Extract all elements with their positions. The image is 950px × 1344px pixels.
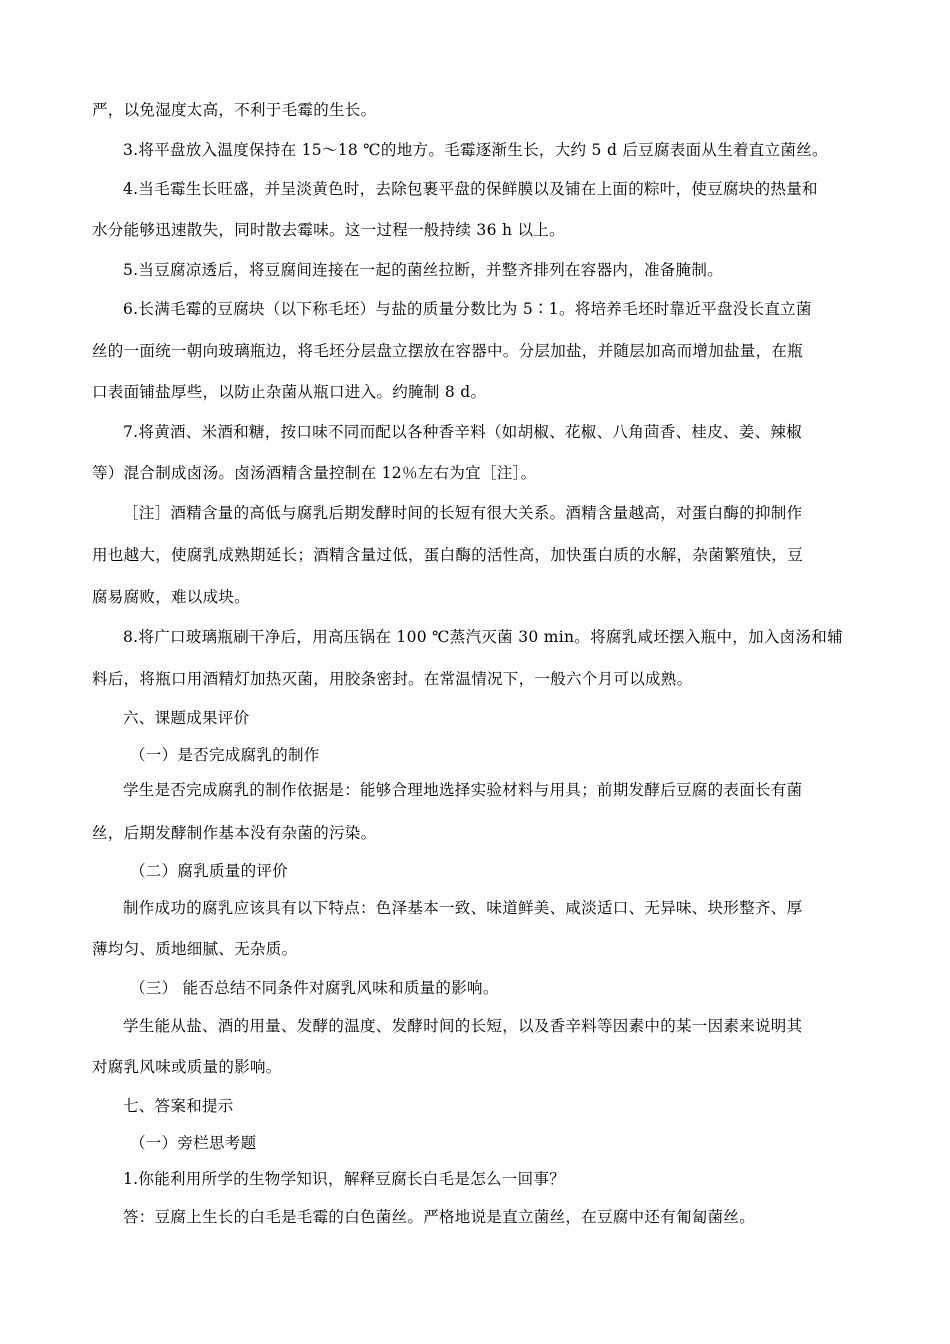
text-line: 7.将黄酒、米酒和糖，按口味不同而配以各种香辛料（如胡椒、花椒、八角茴香、桂皮、姜、辣椒 (123, 423, 802, 441)
text-line: 学生能从盐、酒的用量、发酵的温度、发酵时间的长短，以及香辛料等因素中的某一因素来说明其 (123, 1017, 803, 1035)
text-line: 4.当毛霉生长旺盛，并呈淡黄色时，去除包裹平盘的保鲜膜以及铺在上面的粽叶，使豆腐块的热量和 (123, 180, 818, 198)
text-line: 1.你能利用所学的生物学知识，解释豆腐长白毛是怎么一回事？ (123, 1170, 565, 1188)
text-line: 水分能够迅速散失，同时散去霉味。这一过程一般持续 36 h 以上。 (92, 221, 565, 239)
text-line: 制作成功的腐乳应该具有以下特点：色泽基本一致、味道鲜美、咸淡适口、无异味、块形整齐、厚 (123, 899, 803, 917)
text-line: 料后，将瓶口用酒精灯加热灭菌，用胶条密封。在常温情况下，一般六个月可以成熟。 (92, 670, 693, 688)
text-line: 丝的一面统一朝向玻璃瓶边，将毛坯分层盘立摆放在容器中。分层加盐，并随层加高而增加盐量，在瓶 (92, 342, 804, 360)
section-heading: 六、课题成果评价 (123, 709, 250, 727)
subsection-heading: （一）是否完成腐乳的制作 (130, 746, 320, 764)
text-line: 用也越大，使腐乳成熟期延长；酒精含量过低，蛋白酶的活性高，加快蛋白质的水解，杂菌繁殖快，豆 (92, 546, 804, 564)
text-line: 等）混合制成卤汤。卤汤酒精含量控制在 12％左右为宜［注］。 (92, 464, 537, 482)
text-line: 腐易腐败，难以成块。 (92, 588, 251, 606)
section-heading: 七、答案和提示 (123, 1097, 234, 1115)
text-line: ［注］酒精含量的高低与腐乳后期发酵时间的长短有很大关系。酒精含量越高，对蛋白酶的抑制作 (123, 504, 803, 522)
text-line: 学生是否完成腐乳的制作依据是：能够合理地选择实验材料与用具；前期发酵后豆腐的表面长有菌 (123, 781, 803, 799)
subsection-heading: （一）旁栏思考题 (130, 1134, 257, 1152)
text-line: 严，以免湿度太高，不利于毛霉的生长。 (92, 101, 377, 119)
text-line: 答：豆腐上生长的白毛是毛霉的白色菌丝。严格地说是直立菌丝，在豆腐中还有匍匐菌丝。 (123, 1208, 756, 1226)
text-line: 8.将广口玻璃瓶刷干净后，用高压锅在 100 ℃蒸汽灭菌 30 min。将腐乳咸坯摆入瓶中，加入卤汤和辅 (123, 628, 843, 646)
text-line: 3.将平盘放入温度保持在 15～18 ℃的地方。毛霉逐渐生长，大约 5 d 后豆腐表面从生着直立菌丝。 (123, 141, 828, 159)
text-line: 6.长满毛霉的豆腐块（以下称毛坯）与盐的质量分数比为 5∶1。将培养毛坯时靠近平盘没长直立菌 (123, 300, 812, 318)
text-line: 口表面铺盐厚些，以防止杂菌从瓶口进入。约腌制 8 d。 (92, 383, 487, 401)
subsection-heading: （二）腐乳质量的评价 (130, 862, 289, 880)
text-line: 丝，后期发酵制作基本没有杂菌的污染。 (92, 824, 377, 842)
text-line: 薄均匀、质地细腻、无杂质。 (92, 940, 298, 958)
text-line: 5.当豆腐凉透后，将豆腐间连接在一起的菌丝拉断，并整齐排列在容器内，准备腌制。 (123, 261, 723, 279)
subsection-heading: （三） 能否总结不同条件对腐乳风味和质量的影响。 (130, 979, 499, 997)
text-line: 对腐乳风味或质量的影响。 (92, 1058, 282, 1076)
